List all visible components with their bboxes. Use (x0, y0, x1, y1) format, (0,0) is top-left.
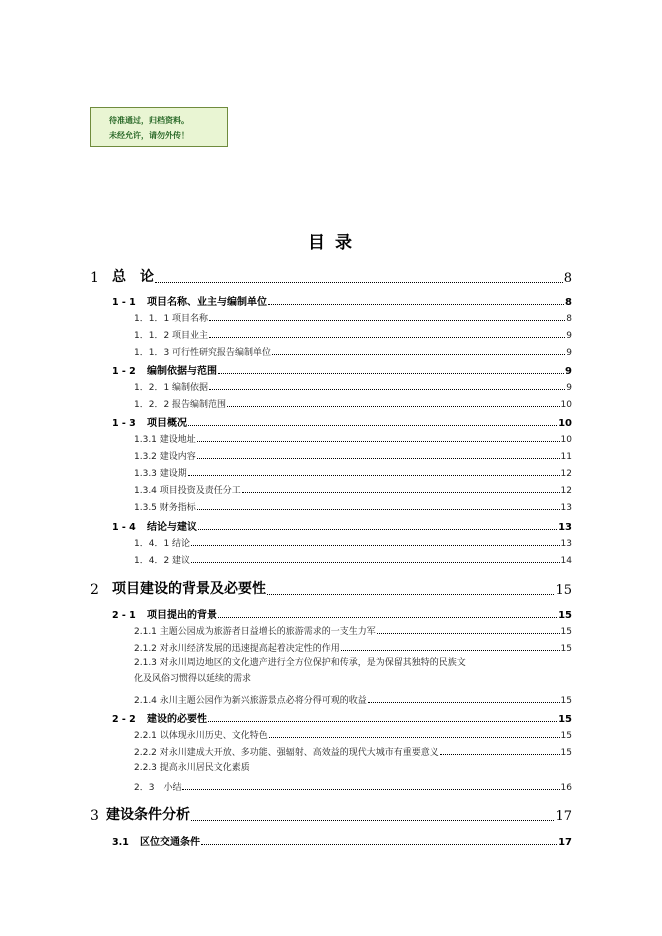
toc-page: 14 (560, 556, 572, 566)
toc-chapter-1[interactable] (90, 266, 572, 286)
toc-page: 17 (558, 837, 572, 848)
toc-leader (197, 509, 560, 510)
toc-title-text: 1.3.3 建设期 (134, 469, 187, 479)
toc-leader (227, 406, 560, 407)
toc-title: 目 录 (308, 233, 354, 253)
notice-line-1: 待准通过，归档资料。 (109, 116, 189, 125)
toc-leader (269, 737, 560, 738)
toc-page: 9 (566, 331, 572, 341)
toc-sub-2-1-4[interactable] (134, 693, 572, 706)
toc-page: 15 (560, 748, 572, 758)
toc-number: 1 (90, 270, 99, 286)
notice-line-2: 未经允许，请勿外传！ (109, 131, 189, 140)
toc-page: 13 (560, 539, 572, 549)
toc-page: 15 (555, 583, 572, 598)
toc-leader (201, 844, 557, 845)
toc-sub-1-3-2[interactable] (134, 449, 572, 462)
toc-number: 2 - 2 (112, 714, 136, 725)
toc-page: 13 (560, 503, 572, 513)
toc-page: 15 (560, 627, 572, 637)
toc-section-2-1[interactable] (112, 606, 572, 621)
toc-sub-1-4-2[interactable] (134, 553, 572, 566)
toc-title-text: 项目概况 (147, 418, 187, 429)
toc-leader (267, 594, 554, 595)
toc-page: 15 (560, 696, 572, 706)
toc-title-text: 编制依据与范围 (147, 366, 217, 377)
toc-title-text: 1．1．2 项目业主 (134, 331, 209, 341)
toc-number: 3.1 (112, 837, 129, 848)
toc-leader (242, 492, 560, 493)
toc-sub-2-3[interactable] (134, 780, 572, 793)
toc-page: 15 (558, 714, 572, 725)
toc-page: 10 (558, 418, 572, 429)
toc-page: 9 (566, 383, 572, 393)
toc-title-text: 2.2.3 提高永川居民文化素质 (134, 763, 250, 773)
toc-sub-1-3-1[interactable] (134, 432, 572, 445)
toc-leader (440, 754, 560, 755)
toc-leader (188, 425, 557, 426)
toc-sub-2-1-3[interactable] (134, 655, 574, 687)
toc-leader (182, 789, 559, 790)
toc-leader (191, 820, 554, 821)
toc-sub-1-4-1[interactable] (134, 536, 572, 549)
toc-leader (197, 458, 560, 459)
toc-page: 8 (565, 297, 572, 308)
toc-leader (208, 721, 557, 722)
toc-page: 10 (560, 400, 572, 410)
toc-number: 1 - 3 (112, 418, 136, 429)
toc-leader (209, 320, 565, 321)
toc-title-text: 2.1.2 对永川经济发展的迅速提高起着决定性的作用 (134, 644, 340, 654)
toc-leader (155, 282, 563, 283)
toc-page: 11 (560, 452, 572, 462)
toc-title-text: 1．4．2 建议 (134, 556, 191, 566)
toc-sub-1-1-3[interactable] (134, 345, 572, 358)
toc-chapter-3[interactable] (90, 804, 572, 824)
toc-leader (268, 304, 564, 305)
toc-page: 15 (558, 610, 572, 621)
toc-number: 2 - 1 (112, 610, 136, 621)
toc-section-3-1[interactable] (112, 833, 572, 848)
toc-page: 17 (555, 809, 572, 824)
toc-sub-1-3-5[interactable] (134, 500, 572, 513)
toc-sub-1-2-1[interactable] (134, 380, 572, 393)
toc-page: 12 (560, 469, 572, 479)
toc-title-text-continued: 化及风俗习惯得以延续的需求 (134, 674, 252, 684)
toc-leader (191, 545, 560, 546)
toc-sub-1-1-2[interactable] (134, 328, 572, 341)
toc-title-text: 1．2．1 编制依据 (134, 383, 209, 393)
toc-title-text: 2.2.2 对永川建成大开放、多功能、强辐射、高效益的现代大城市有重要意义 (134, 748, 439, 758)
toc-leader (218, 373, 564, 374)
toc-number: 1 - 4 (112, 522, 136, 533)
toc-page: 16 (560, 783, 572, 793)
toc-leader (209, 337, 565, 338)
toc-number: 1 - 2 (112, 366, 136, 377)
toc-page: 12 (560, 486, 572, 496)
toc-sub-2-2-2[interactable] (134, 745, 572, 758)
toc-sub-2-1-2[interactable] (134, 641, 572, 654)
toc-sub-1-3-3[interactable] (134, 466, 572, 479)
toc-sub-1-3-4[interactable] (134, 483, 572, 496)
toc-title-text: 总 论 (112, 269, 154, 285)
toc-leader (377, 633, 560, 634)
toc-page: 8 (563, 271, 572, 286)
toc-title-text: 1.3.5 财务指标 (134, 503, 196, 513)
toc-title-text: 1．1．3 可行性研究报告编制单位 (134, 348, 272, 358)
toc-leader (188, 475, 560, 476)
toc-leader (191, 562, 560, 563)
toc-page: 15 (560, 644, 572, 654)
toc-leader (272, 354, 565, 355)
toc-page: 10 (560, 435, 572, 445)
toc-number: 2 (90, 582, 99, 598)
toc-leader (341, 650, 560, 651)
toc-sub-2-2-3[interactable] (134, 760, 574, 776)
toc-title-text: 1．1．1 项目名称 (134, 314, 209, 324)
toc-title-text: 1.3.1 建设地址 (134, 435, 196, 445)
toc-title-text: 2.1.4 永川主题公园作为新兴旅游景点必将分得可观的收益 (134, 696, 367, 706)
toc-page: 9 (566, 348, 572, 358)
toc-title-text: 建设条件分析 (106, 807, 190, 823)
toc-sub-2-2-1[interactable] (134, 728, 572, 741)
toc-section-1-3[interactable] (112, 414, 572, 429)
toc-leader (368, 702, 560, 703)
toc-sub-1-1-1[interactable] (134, 311, 572, 324)
toc-title-text: 项目建设的背景及必要性 (112, 581, 266, 597)
toc-number: 1 - 1 (112, 297, 136, 308)
toc-title-text: 结论与建议 (147, 522, 197, 533)
toc-title-text: 2.1.3 对永川周边地区的文化遗产进行全方位保护和传承，是为保留其独特的民族文 (134, 658, 466, 668)
toc-title-text: 1.3.2 建设内容 (134, 452, 196, 462)
toc-title-text: 建设的必要性 (147, 714, 207, 725)
toc-title-text: 2．3 小结 (134, 783, 182, 793)
toc-page: 13 (558, 522, 572, 533)
toc-page: 15 (560, 731, 572, 741)
toc-section-1-4[interactable] (112, 518, 572, 533)
toc-number: 3 (90, 808, 99, 824)
toc-section-2-2[interactable] (112, 710, 572, 725)
toc-leader (218, 617, 557, 618)
toc-page: 8 (566, 314, 572, 324)
distribution-notice (90, 107, 228, 147)
toc-title-text: 项目名称、业主与编制单位 (147, 297, 267, 308)
toc-leader (197, 441, 560, 442)
toc-section-1-1[interactable] (112, 293, 572, 308)
toc-title-text: 1．2．2 报告编制范围 (134, 400, 227, 410)
toc-leader (198, 529, 557, 530)
toc-sub-1-2-2[interactable] (134, 397, 572, 410)
toc-sub-2-1-1[interactable] (134, 624, 572, 637)
toc-title-text: 1.3.4 项目投资及责任分工 (134, 486, 241, 496)
toc-page: 9 (565, 366, 572, 377)
toc-title-text: 2.2.1 以体现永川历史、文化特色 (134, 731, 268, 741)
toc-title-text: 2.1.1 主题公园成为旅游者日益增长的旅游需求的一支生力军 (134, 627, 376, 637)
toc-title-text: 1．4．1 结论 (134, 539, 191, 549)
toc-leader (209, 389, 565, 390)
toc-title-text: 项目提出的背景 (147, 610, 217, 621)
toc-section-1-2[interactable] (112, 362, 572, 377)
toc-chapter-2[interactable] (90, 578, 572, 598)
toc-title-text: 区位交通条件 (140, 837, 200, 848)
